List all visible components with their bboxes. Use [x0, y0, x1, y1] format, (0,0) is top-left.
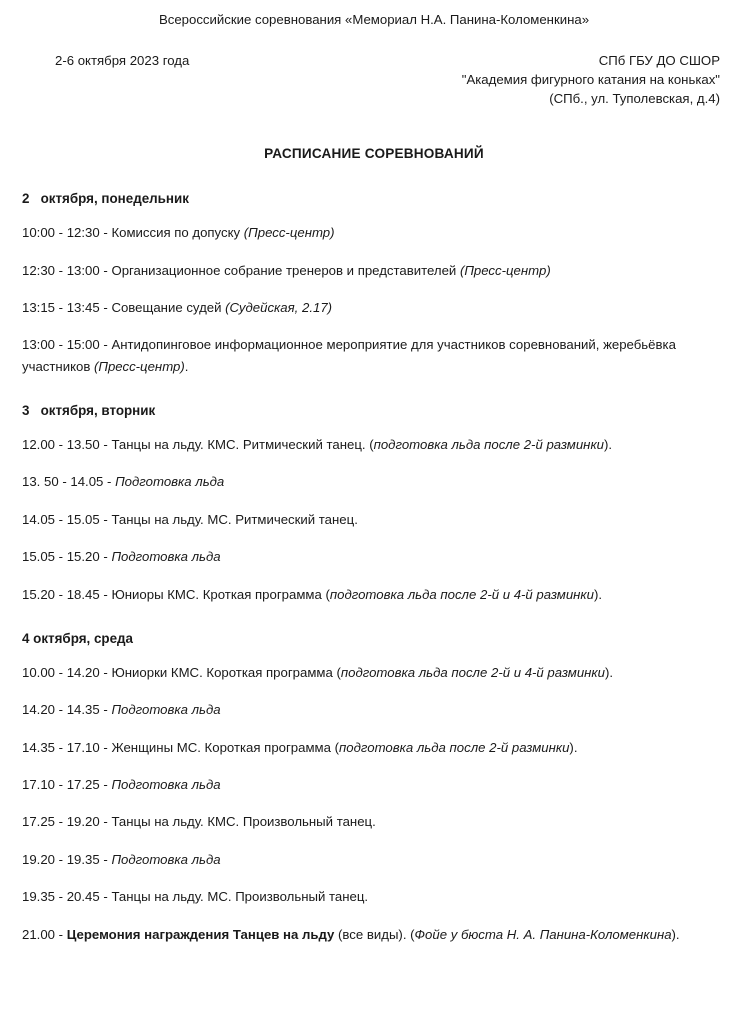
entry-text-run: Подготовка льда — [111, 549, 221, 565]
schedule-entry — [22, 509, 728, 530]
entry-text-run: (Судейская, 2.17) — [225, 299, 333, 315]
venue-name: "Академия фигурного катания на коньках" — [461, 71, 720, 87]
schedule-entry — [22, 297, 728, 318]
entry-text-run: Подготовка льда — [111, 851, 221, 867]
entry-text-run: (Пресс-центр) — [243, 225, 335, 241]
schedule-entry — [22, 260, 728, 281]
day-section — [20, 403, 728, 605]
entry-text-run: 12.00 - 13.50 - Танцы на льду. КМС. Ритмический танец. ( — [22, 437, 374, 453]
schedule-entry — [22, 811, 728, 832]
schedule-entry — [22, 546, 728, 567]
entry-text-run: ). — [594, 586, 603, 602]
entry-text-run: 15.05 - 15.20 - — [22, 549, 112, 565]
venue-address: (СПб., ул. Туполевская, д.4) — [549, 91, 720, 107]
schedule-entry — [22, 849, 728, 870]
schedule-entry — [22, 662, 728, 683]
schedule-entry — [22, 334, 728, 377]
entry-text-run: 13:00 - 15:00 - Антидопинговое информационное мероприятие для участников соревнований, жеребьёвка участников — [22, 337, 676, 374]
schedule-entry — [22, 699, 728, 720]
entry-text-run: подготовка льда после 2-й и 4-й разминки — [340, 664, 605, 680]
schedule-entry — [22, 737, 728, 758]
entry-text-run: . — [184, 358, 189, 374]
entry-text-run: ). — [604, 437, 613, 453]
entry-text-run: подготовка льда после 2-й разминки — [339, 739, 570, 755]
day-section — [20, 191, 728, 377]
entry-text-run: 14.05 - 15.05 - Танцы на льду. МС. Ритмический танец. — [22, 511, 358, 527]
schedule-entry — [22, 774, 728, 795]
entry-text-run: 17.25 - 19.20 - Танцы на льду. КМС. Произвольный танец. — [22, 814, 376, 830]
entry-text-run: Подготовка льда — [111, 702, 221, 718]
entry-text-run: Подготовка льда — [115, 474, 225, 490]
entry-text-run: Фойе у бюста Н. А. Панина-Коломенкина — [414, 926, 672, 942]
entry-text-run: (все виды). ( — [334, 926, 415, 942]
day-heading: 2 октября, понедельник — [22, 191, 189, 207]
entry-text-run: 14.35 - 17.10 - Женщины МС. Короткая программа ( — [22, 739, 339, 755]
entry-text-run: (Пресс-центр) — [94, 358, 185, 374]
event-dates: 2-6 октября 2023 года — [55, 52, 190, 68]
day-heading: 4 октября, среда — [22, 630, 133, 646]
schedule-entry — [22, 222, 728, 243]
entry-text-run: 15.20 - 18.45 - Юниоры КМС. Кроткая программа ( — [22, 586, 330, 602]
entry-text-run: ). — [569, 739, 578, 755]
entry-text-run: 12:30 - 13:00 - Организационное собрание тренеров и представителей — [22, 262, 460, 278]
venue-organization: СПб ГБУ ДО СШОР — [598, 52, 720, 68]
schedule-entry — [22, 471, 728, 492]
entry-text-run: ). — [671, 926, 680, 942]
schedule-entry — [22, 924, 728, 945]
entry-text-run: 13:15 - 13:45 - Совещание судей — [22, 299, 226, 315]
schedule-days-container — [20, 191, 728, 945]
entry-text-run: 14.20 - 14.35 - — [22, 702, 112, 718]
entry-text-run: 13. 50 - 14.05 - — [22, 474, 116, 490]
entry-text-run: 19.35 - 20.45 - Танцы на льду. МС. Произвольный танец. — [22, 889, 369, 905]
schedule-entry — [22, 584, 728, 605]
schedule-entry — [22, 434, 728, 455]
header-info-row — [20, 51, 728, 108]
entry-text-run: 10.00 - 14.20 - Юниорки КМС. Короткая программа ( — [22, 664, 341, 680]
entry-text-run: Церемония награждения Танцев на льду — [66, 926, 335, 942]
entry-text-run: подготовка льда после 2-й разминки — [373, 437, 605, 453]
document-header-title: Всероссийские соревнования «Мемориал Н.А. Панина-Коломенкина» — [158, 12, 590, 27]
day-section — [20, 631, 728, 945]
schedule-entry — [22, 886, 728, 907]
entry-text-run: ). — [605, 664, 614, 680]
page-title: РАСПИСАНИЕ СОРЕВНОВАНИЙ — [264, 146, 484, 162]
venue-block — [462, 51, 728, 108]
entry-text-run: (Пресс-центр) — [459, 262, 551, 278]
entry-text-run: 21.00 - — [22, 926, 67, 942]
entry-text-run: подготовка льда после 2-й и 4-й разминки — [329, 586, 594, 602]
entry-text-run: 19.20 - 19.35 - — [22, 851, 112, 867]
entry-text-run: 10:00 - 12:30 - Комиссия по допуску — [22, 225, 244, 241]
entry-text-run: 17.10 - 17.25 - — [22, 777, 112, 793]
day-heading: 3 октября, вторник — [22, 403, 156, 419]
entry-text-run: Подготовка льда — [111, 777, 221, 793]
